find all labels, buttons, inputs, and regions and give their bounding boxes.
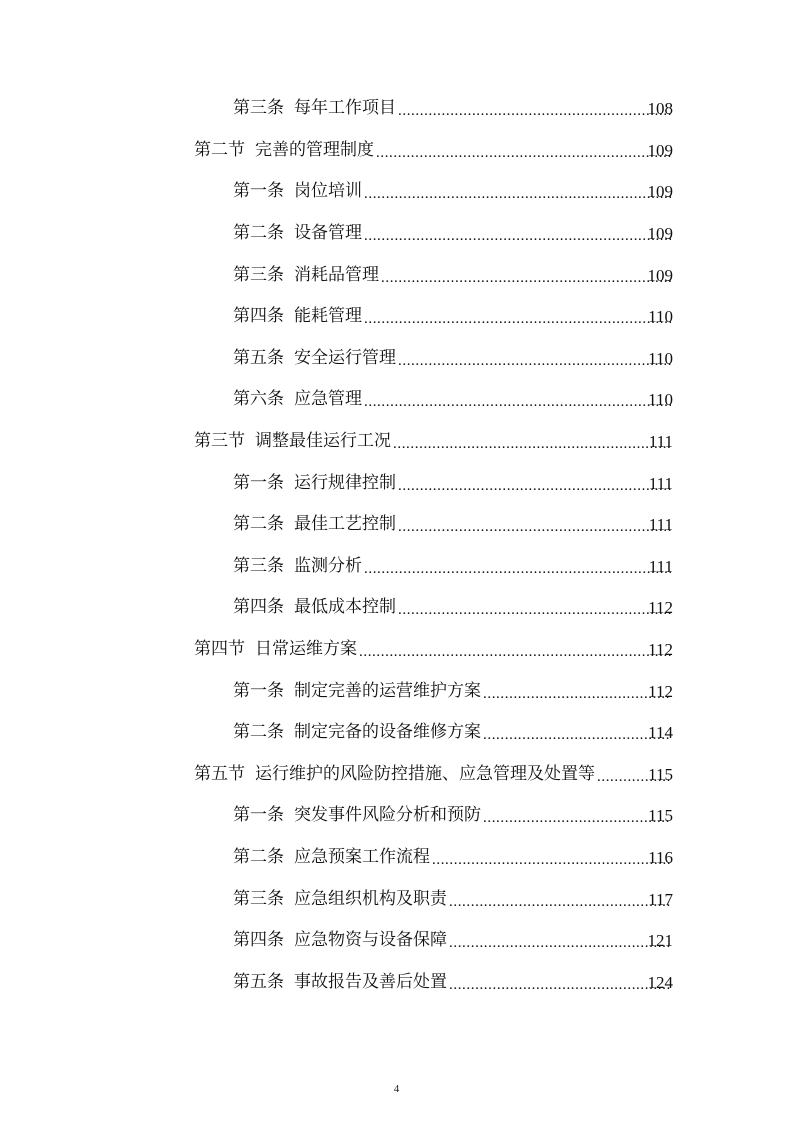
- toc-article-entry[interactable]: [0, 670, 793, 712]
- toc-dot-leader: [398, 354, 671, 369]
- toc-entry-number: 第一条: [233, 805, 284, 826]
- toc-entry-title: 制定完备的设备维修方案: [294, 722, 481, 743]
- toc-entry-page: 110: [648, 348, 673, 368]
- toc-dot-leader: [449, 936, 671, 951]
- toc-article-entry[interactable]: [0, 171, 793, 213]
- toc-entry-number: 第三节: [194, 431, 245, 452]
- toc-entry-title: 运行规律控制: [294, 472, 396, 493]
- toc-entry-page: 115: [648, 806, 673, 826]
- toc-entry-page: 109: [647, 140, 673, 160]
- toc-article-entry[interactable]: [0, 254, 793, 296]
- toc-article-entry[interactable]: [0, 795, 793, 837]
- toc-entry-number: 第三条: [233, 264, 284, 285]
- toc-entry-page: 109: [647, 224, 673, 244]
- toc-section-entry[interactable]: [0, 754, 793, 796]
- toc-entry-number: 第五节: [194, 763, 245, 784]
- toc-entry-number: 第三条: [233, 888, 284, 909]
- toc-entry-title: 每年工作项目: [294, 98, 396, 119]
- toc-entry-title: 应急预案工作流程: [294, 846, 430, 867]
- toc-article-entry[interactable]: [0, 462, 793, 504]
- toc-article-entry[interactable]: [0, 920, 793, 962]
- toc-dot-leader: [364, 187, 671, 202]
- toc-entry-number: 第五条: [233, 971, 284, 992]
- toc-article-entry[interactable]: [0, 379, 793, 421]
- toc-dot-leader: [364, 312, 671, 327]
- toc-dot-leader: [398, 479, 671, 494]
- toc-entry-page: 111: [648, 432, 673, 452]
- toc-entry-page: 108: [647, 99, 673, 119]
- toc-entry-number: 第三条: [233, 98, 284, 119]
- toc-dot-leader: [483, 811, 671, 826]
- toc-entry-title: 消耗品管理: [294, 264, 379, 285]
- toc-entry-page: 110: [648, 307, 673, 327]
- toc-dot-leader: [359, 645, 671, 660]
- toc-dot-leader: [483, 687, 671, 702]
- toc-dot-leader: [483, 728, 671, 743]
- toc-entry-number: 第二条: [233, 223, 284, 244]
- toc-dot-leader: [398, 603, 671, 618]
- toc-entry-page: 109: [647, 182, 673, 202]
- toc-dot-leader: [364, 229, 671, 244]
- toc-entry-number: 第一条: [233, 472, 284, 493]
- toc-dot-leader: [393, 437, 671, 452]
- toc-entry-page: 111: [648, 556, 673, 576]
- toc-entry-title: 运行维护的风险防控措施、应急管理及处置等: [255, 763, 595, 784]
- toc-entry-page: 115: [648, 764, 673, 784]
- toc-article-entry[interactable]: [0, 504, 793, 546]
- page-number: 4: [393, 1083, 400, 1095]
- toc-entry-number: 第四条: [233, 306, 284, 327]
- toc-entry-page: 112: [648, 681, 673, 701]
- toc-entry-number: 第五条: [233, 347, 284, 368]
- toc-article-entry[interactable]: [0, 878, 793, 920]
- toc-dot-leader: [432, 853, 671, 868]
- toc-section-entry[interactable]: [0, 130, 793, 172]
- toc-entry-title: 最低成本控制: [294, 597, 396, 618]
- toc-entry-page: 111: [648, 515, 673, 535]
- toc-article-entry[interactable]: [0, 88, 793, 130]
- toc-dot-leader: [364, 562, 671, 577]
- toc-entry-title: 调整最佳运行工况: [255, 431, 391, 452]
- toc-dot-leader: [376, 146, 671, 161]
- toc-entry-title: 能耗管理: [294, 306, 362, 327]
- toc-entry-title: 日常运维方案: [255, 639, 357, 660]
- toc-entry-title: 岗位培训: [294, 181, 362, 202]
- toc-article-entry[interactable]: [0, 587, 793, 629]
- toc-section-entry[interactable]: [0, 629, 793, 671]
- toc-entry-page: 110: [648, 390, 673, 410]
- toc-entry-title: 最佳工艺控制: [294, 514, 396, 535]
- toc-entry-title: 突发事件风险分析和预防: [294, 805, 481, 826]
- toc-article-entry[interactable]: [0, 837, 793, 879]
- toc-article-entry[interactable]: [0, 546, 793, 588]
- toc-entry-number: 第一条: [233, 181, 284, 202]
- toc-entry-page: 114: [648, 723, 673, 743]
- toc-article-entry[interactable]: [0, 296, 793, 338]
- toc-entry-page: 112: [648, 598, 673, 618]
- toc-article-entry[interactable]: [0, 961, 793, 1003]
- toc-entry-number: 第二条: [233, 722, 284, 743]
- toc-entry-page: 121: [647, 931, 673, 951]
- toc-entry-title: 事故报告及善后处置: [294, 971, 447, 992]
- toc-entry-number: 第四条: [233, 930, 284, 951]
- toc-dot-leader: [449, 978, 671, 993]
- toc-dot-leader: [449, 895, 671, 910]
- toc-article-entry[interactable]: [0, 213, 793, 255]
- toc-article-entry[interactable]: [0, 338, 793, 380]
- toc-section-entry[interactable]: [0, 421, 793, 463]
- toc-article-entry[interactable]: [0, 712, 793, 754]
- toc-entry-page: 117: [648, 889, 673, 909]
- table-of-contents: [0, 88, 793, 1003]
- toc-dot-leader: [381, 271, 671, 286]
- toc-entry-number: 第三条: [233, 555, 284, 576]
- toc-entry-page: 109: [647, 265, 673, 285]
- toc-entry-page: 112: [648, 640, 673, 660]
- toc-entry-page: 111: [648, 473, 673, 493]
- toc-entry-number: 第二条: [233, 846, 284, 867]
- toc-entry-title: 完善的管理制度: [255, 139, 374, 160]
- toc-entry-number: 第四节: [194, 639, 245, 660]
- toc-entry-number: 第一条: [233, 680, 284, 701]
- toc-entry-title: 安全运行管理: [294, 347, 396, 368]
- toc-dot-leader: [364, 395, 671, 410]
- toc-entry-number: 第四条: [233, 597, 284, 618]
- toc-entry-page: 116: [648, 847, 673, 867]
- toc-entry-page: 124: [647, 972, 673, 992]
- toc-entry-title: 设备管理: [294, 223, 362, 244]
- toc-entry-title: 应急组织机构及职责: [294, 888, 447, 909]
- toc-entry-number: 第二条: [233, 514, 284, 535]
- toc-dot-leader: [398, 520, 671, 535]
- toc-entry-number: 第二节: [194, 139, 245, 160]
- toc-dot-leader: [398, 104, 671, 119]
- toc-entry-title: 应急物资与设备保障: [294, 930, 447, 951]
- toc-entry-title: 应急管理: [294, 389, 362, 410]
- toc-entry-title: 制定完善的运营维护方案: [294, 680, 481, 701]
- toc-entry-number: 第六条: [233, 389, 284, 410]
- toc-entry-title: 监测分析: [294, 555, 362, 576]
